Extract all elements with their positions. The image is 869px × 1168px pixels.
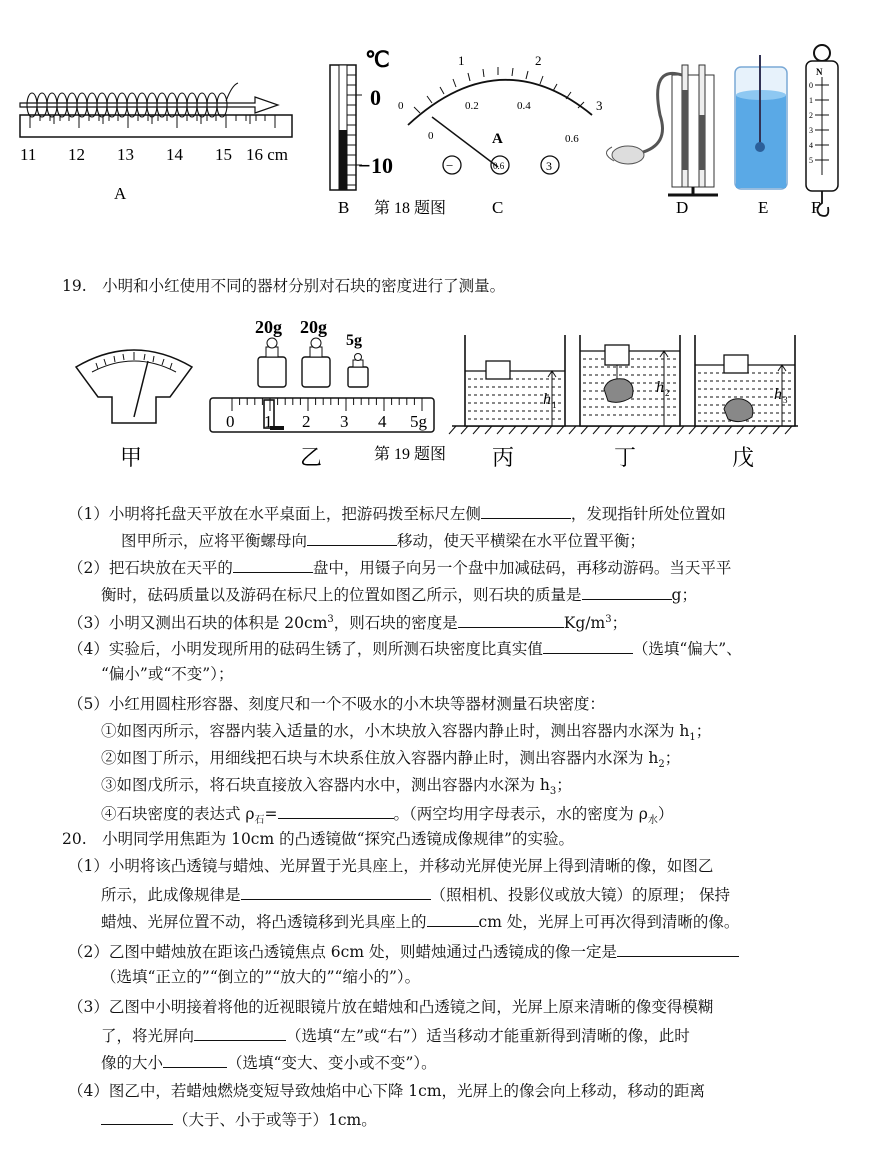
q19-step2: ②如图丁所示，用细线把石块与木块系住放入容器内静止时，测出容器内水深为 $h_2$； (101, 749, 681, 771)
weight-20g-b (302, 338, 330, 387)
fig19-container-wu (695, 335, 795, 426)
q20-part3-line3: 像的大小 （选填“变大、变小或不变”）。 (101, 1051, 437, 1073)
weight-20g-a (258, 338, 286, 387)
terminal-06: 0.6 (493, 161, 505, 171)
thermo-ten: 10 (371, 153, 393, 178)
h2-sub: 2 (665, 388, 670, 398)
spring-unit: N (816, 67, 823, 77)
q20-blank-3[interactable] (617, 940, 739, 957)
fig19-label-wu: 戊 (732, 445, 755, 470)
fig19-caption: 第 19 题图 (374, 446, 447, 463)
h1-sub: 1 (552, 400, 557, 410)
fig18-ammeter (398, 53, 603, 174)
q20-part3-line2: 了，将光屏向 （选填“左”或“右”）适当移动才能重新得到清晰的像，此时 (101, 1024, 690, 1046)
fig18-spring-scale (806, 45, 838, 216)
q19-blank-3[interactable] (233, 556, 313, 573)
rider-tick-0: 0 (226, 412, 235, 431)
fig18-thermometer (330, 47, 393, 190)
spring-tick-2: 2 (809, 111, 813, 120)
q19-step1: ①如图丙所示，容器内装入适量的水，小木块放入容器内静止时，测出容器内水深为 $h_1$； (101, 722, 712, 744)
spring-tick-4: 4 (809, 141, 813, 150)
ruler-tick-13: 13 (117, 145, 134, 164)
spring-tick-0: 0 (809, 81, 813, 90)
q20-part4-line1: （4）图乙中，若蜡烛燃烧变短导致烛焰中心下降 1cm，光屏上的像会向上移动，移动的距离 (68, 1082, 706, 1100)
weight-label-2: 20g (300, 317, 327, 337)
figure-19 (0, 305, 869, 475)
q20-stem: 20. 小明同学用焦距为 10cm 的凸透镜做“探究凸透镜成像规律”的实验。 (62, 830, 574, 848)
fig18-label-b: B (338, 198, 350, 217)
ruler-tick-14: 14 (166, 145, 183, 164)
h3-sub: 3 (783, 395, 788, 405)
meter-upper-1: 1 (458, 53, 465, 68)
ruler-tick-12: 12 (68, 145, 85, 164)
ruler-tick-16cm: 16 cm (246, 145, 289, 164)
ruler-tick-15: 15 (215, 145, 232, 164)
meter-upper-2: 2 (535, 53, 542, 68)
fig18-label-c: C (492, 198, 504, 217)
meter-upper-3: 3 (596, 98, 603, 113)
fig19-label-jia: 甲 (120, 445, 143, 470)
svg-text:−: − (358, 153, 371, 178)
fig19-pointer-scale (76, 350, 192, 423)
q20-part1-line3: 蜡烛、光屏位置不动，将凸透镜移到光具座上的 cm 处，光屏上可再次得到清晰的像。 (101, 910, 739, 932)
q20-blank-2[interactable] (427, 910, 479, 927)
meter-unit: A (492, 131, 503, 147)
q19-part1-line2: 图甲所示，应将平衡螺母向 移动，使天平横梁在水平位置平衡； (121, 529, 645, 551)
figure-18 (0, 35, 869, 225)
fig19-label-ding: 丁 (614, 445, 637, 470)
q20-blank-1[interactable] (241, 883, 431, 900)
terminal-neg: − (446, 158, 454, 173)
fig19-weights-scale (210, 317, 434, 432)
q20-blank-4[interactable] (194, 1024, 286, 1041)
rider-tick-5g: 5g (410, 412, 427, 431)
weight-label-3: 5g (346, 332, 362, 349)
weight-5g (348, 354, 368, 388)
q19-part4-line2: “偏小”或“不变”）； (101, 665, 234, 683)
rider-tick-1: 1 (264, 412, 273, 431)
fig18-u-tube (606, 65, 718, 195)
meter-lower-04: 0.4 (517, 100, 531, 112)
fig18-label-d: D (676, 198, 689, 217)
thermo-unit: ℃ (365, 47, 390, 72)
q20-blank-6[interactable] (101, 1108, 173, 1125)
fig19-container-bing (465, 335, 565, 426)
q20-part1-line2: 所示，此成像规律是 （照相机、投影仪或放大镜）的原理； 保持 (101, 883, 730, 905)
ruler-tick-11: 11 (20, 145, 37, 164)
q19-blank-4[interactable] (582, 583, 672, 600)
rider-tick-2: 2 (302, 412, 311, 431)
q19-blank-2[interactable] (307, 529, 397, 546)
thermo-zero: 0 (370, 85, 381, 110)
meter-zero-top: 0 (398, 100, 404, 112)
fig18-beaker (735, 55, 787, 189)
q19-step3: ③如图戊所示，将石块直接放入容器内水中，测出容器内水深为 $h_3$； (101, 776, 572, 798)
fig18-caption: 第 18 题图 (374, 200, 447, 217)
fig18-ruler-coil (20, 83, 292, 164)
fig18-label-e: E (758, 198, 769, 217)
q19-part5: （5）小红用圆柱形容器、刻度尺和一个不吸水的小木块等器材测量石块密度： (68, 695, 605, 713)
q19-blank-7[interactable] (278, 802, 394, 819)
spring-tick-5: 5 (809, 156, 813, 165)
q20-part1-line1: （1）小明将该凸透镜与蜡烛、光屏置于光具座上，并移动光屏使光屏上得到清晰的像，如图乙 (68, 857, 714, 875)
meter-lower-02: 0.2 (465, 100, 479, 112)
q19-part3: （3）小明又测出石块的体积是 $20cm^3$，则石块的密度是 $Kg/m^3$； (68, 610, 627, 633)
rider-tick-4: 4 (378, 412, 387, 431)
spring-tick-3: 3 (809, 126, 813, 135)
q19-blank-5[interactable] (458, 611, 564, 628)
fig18-label-a: A (114, 184, 127, 203)
meter-lower-0: 0 (428, 130, 434, 142)
rider-tick-3: 3 (340, 412, 349, 431)
q19-step4: ④石块密度的表达式 $\rho_石=$ 。（两空均用字母表示，水的密度为 $\rho_水$） (101, 802, 673, 831)
q20-part4-line2: （大于、小于或等于）1cm。 (101, 1108, 377, 1130)
fig19-container-ding (580, 335, 680, 426)
terminal-3: 3 (546, 159, 552, 173)
fig19-label-yi: 乙 (300, 445, 323, 470)
q19-blank-6[interactable] (543, 637, 633, 654)
q20-part2-line2: （选填“正立的”“倒立的”“放大的”“缩小的”）。 (101, 968, 421, 986)
q19-part2-line1: （2）把石块放在天平的 盘中，用镊子向另一个盘中加减砝码，再移动游码。当天平平 (68, 556, 731, 578)
h2-label: h (656, 379, 664, 396)
q20-blank-5[interactable] (163, 1051, 227, 1068)
h3-label: h (774, 386, 782, 403)
q19-stem: 19. 小明和小红使用不同的器材分别对石块的密度进行了测量。 (62, 277, 506, 295)
meter-lower-06: 0.6 (565, 133, 579, 145)
fig18-label-f: F (811, 198, 821, 217)
q19-part4-line1: （4）实验后，小明发现所用的砝码生锈了，则所测石块密度比真实值 （选填“偏大”、 (68, 637, 742, 659)
q19-blank-1[interactable] (481, 502, 571, 519)
q20-part3-line1: （3）乙图中小明接着将他的近视眼镜片放在蜡烛和凸透镜之间，光屏上原来清晰的像变得模糊 (68, 998, 714, 1016)
q19-part1-line1: （1）小明将托盘天平放在水平桌面上，把游码拨至标尺左侧 ，发现指针所处位置如 (68, 502, 726, 524)
q20-part2-line1: （2）乙图中蜡烛放在距该凸透镜焦点 6cm 处，则蜡烛通过凸透镜成的像一定是 (68, 940, 739, 962)
fig19-label-bing: 丙 (492, 445, 515, 470)
h1-label: h (543, 391, 551, 408)
spring-tick-1: 1 (809, 96, 813, 105)
weight-label-1: 20g (255, 317, 282, 337)
q19-part2-line2: 衡时，砝码质量以及游码在标尺上的位置如图乙所示，则石块的质量是 g； (101, 583, 697, 605)
